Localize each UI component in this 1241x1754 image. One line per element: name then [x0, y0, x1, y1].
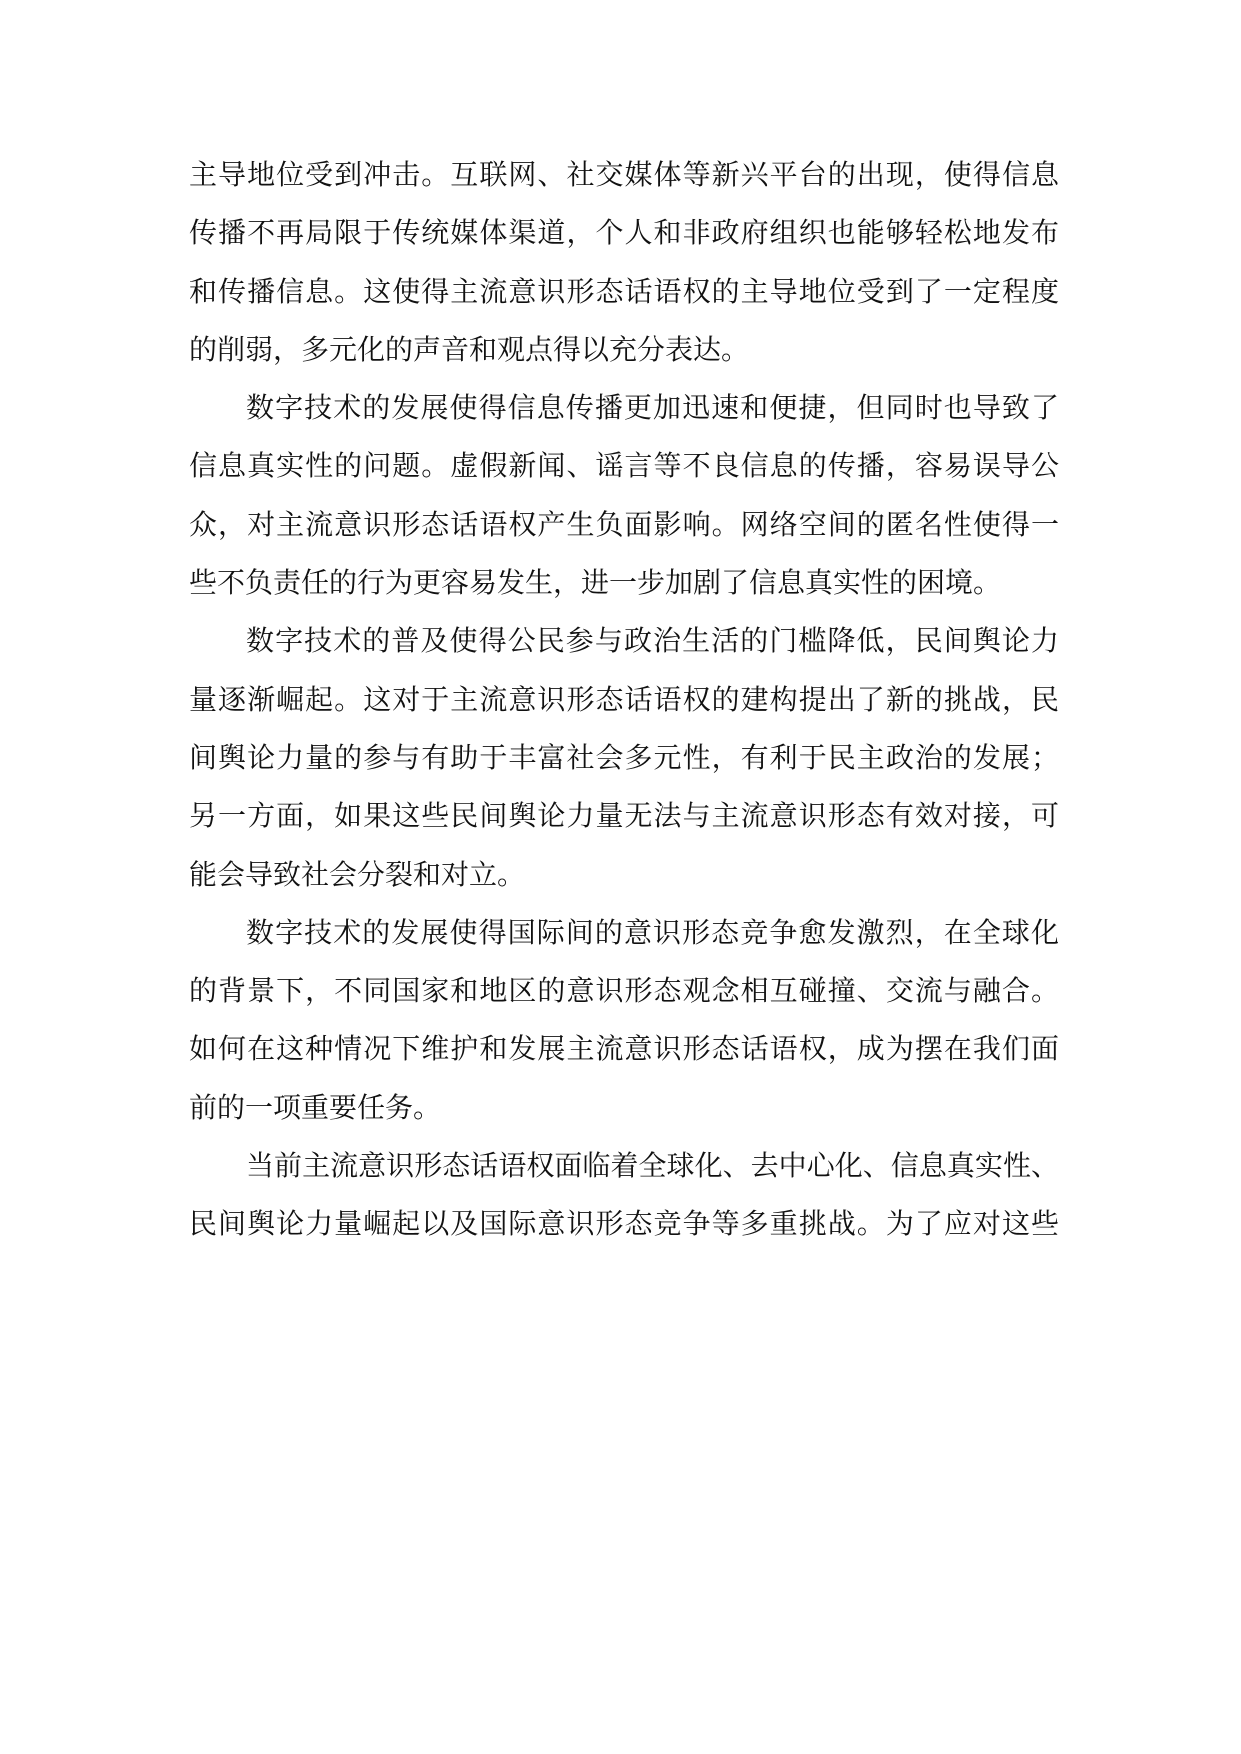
paragraph-line: 传播不再局限于传统媒体渠道，个人和非政府组织也能够轻松地发布: [189, 216, 1059, 250]
document-body: [189, 146, 1059, 1254]
paragraph-line: 的背景下，不同国家和地区的意识形态观念相互碰撞、交流与融合。: [189, 974, 1059, 1008]
paragraph-line: 的削弱，多元化的声音和观点得以充分表达。: [189, 332, 750, 366]
paragraph-line: 前的一项重要任务。: [189, 1090, 442, 1124]
paragraph-line: 民间舆论力量崛起以及国际意识形态竞争等多重挑战。为了应对这些: [189, 1207, 1059, 1241]
paragraph-line: 另一方面，如果这些民间舆论力量无法与主流意识形态有效对接，可: [189, 799, 1059, 833]
paragraph-line: 众，对主流意识形态话语权产生负面影响。网络空间的匿名性使得一: [189, 507, 1059, 541]
paragraph-line: 信息真实性的问题。虚假新闻、谣言等不良信息的传播，容易误导公: [189, 449, 1059, 483]
paragraph-line: 主导地位受到冲击。互联网、社交媒体等新兴平台的出现，使得信息: [189, 158, 1059, 191]
paragraph-line: 当前主流意识形态话语权面临着全球化、去中心化、信息真实性、: [246, 1149, 1059, 1183]
paragraph-line: 数字技术的发展使得国际间的意识形态竞争愈发激烈，在全球化: [246, 915, 1059, 949]
paragraph-line: 些不负责任的行为更容易发生，进一步加剧了信息真实性的困境。: [189, 566, 1002, 600]
paragraph-line: 如何在这种情况下维护和发展主流意识形态话语权，成为摆在我们面: [189, 1032, 1059, 1066]
paragraph-line: 数字技术的发展使得信息传播更加迅速和便捷，但同时也导致了: [246, 391, 1059, 425]
paragraph-line: 和传播信息。这使得主流意识形态话语权的主导地位受到了一定程度: [189, 274, 1059, 308]
paragraph-line: 间舆论力量的参与有助于丰富社会多元性，有利于民主政治的发展；: [189, 740, 1059, 774]
paragraph-line: 数字技术的普及使得公民参与政治生活的门槛降低，民间舆论力: [246, 624, 1059, 658]
paragraph-line: 能会导致社会分裂和对立。: [189, 857, 526, 891]
paragraph-line: 量逐渐崛起。这对于主流意识形态话语权的建构提出了新的挑战，民: [189, 682, 1059, 716]
